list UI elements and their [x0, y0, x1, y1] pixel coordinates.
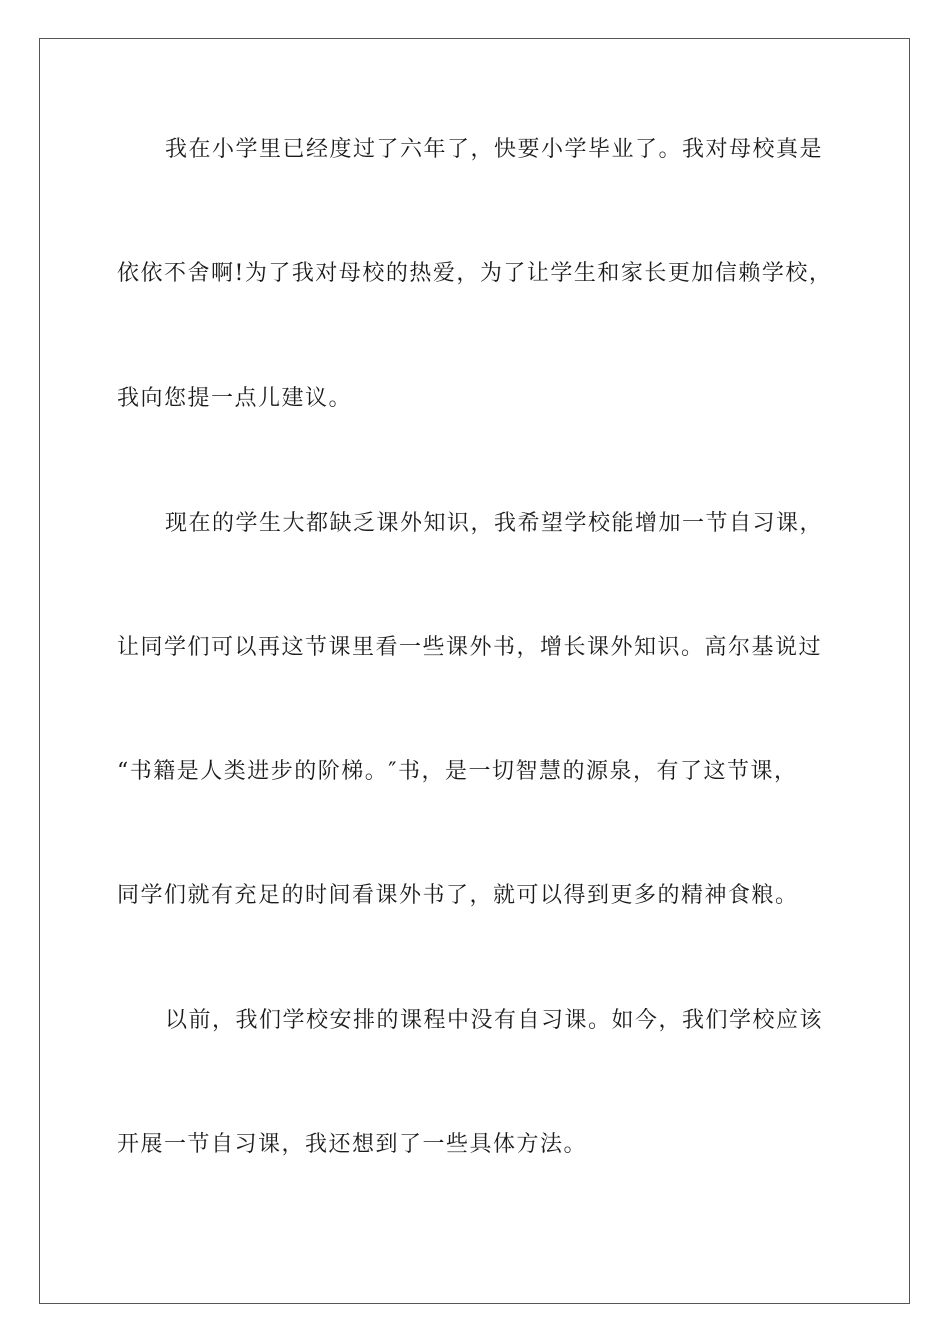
- paragraph-1-line-3: 我向您提一点儿建议。: [117, 386, 353, 411]
- paragraph-1-line-2: 依依不舍啊!为了我对母校的热爱，为了让学生和家长更加信赖学校，: [117, 261, 833, 286]
- paragraph-2-line-4: 同学们就有充足的时间看课外书了，就可以得到更多的精神食粮。: [117, 883, 799, 908]
- paragraph-3-line-2: 开展一节自习课，我还想到了一些具体方法。: [117, 1132, 588, 1157]
- paragraph-2-line-3: “书籍是人类进步的阶梯。″书，是一切智慧的源泉，有了这节课，: [117, 759, 798, 784]
- paragraph-2-line-2: 让同学们可以再这节课里看一些课外书，增长课外知识。高尔基说过: [117, 635, 823, 660]
- page-border: [39, 38, 910, 1304]
- paragraph-3-line-1: 以前，我们学校安排的课程中没有自习课。如今，我们学校应该: [165, 1008, 824, 1033]
- paragraph-1-line-1: 我在小学里已经度过了六年了，快要小学毕业了。我对母校真是: [165, 137, 824, 162]
- paragraph-2-line-1: 现在的学生大都缺乏课外知识，我希望学校能增加一节自习课，: [165, 511, 824, 536]
